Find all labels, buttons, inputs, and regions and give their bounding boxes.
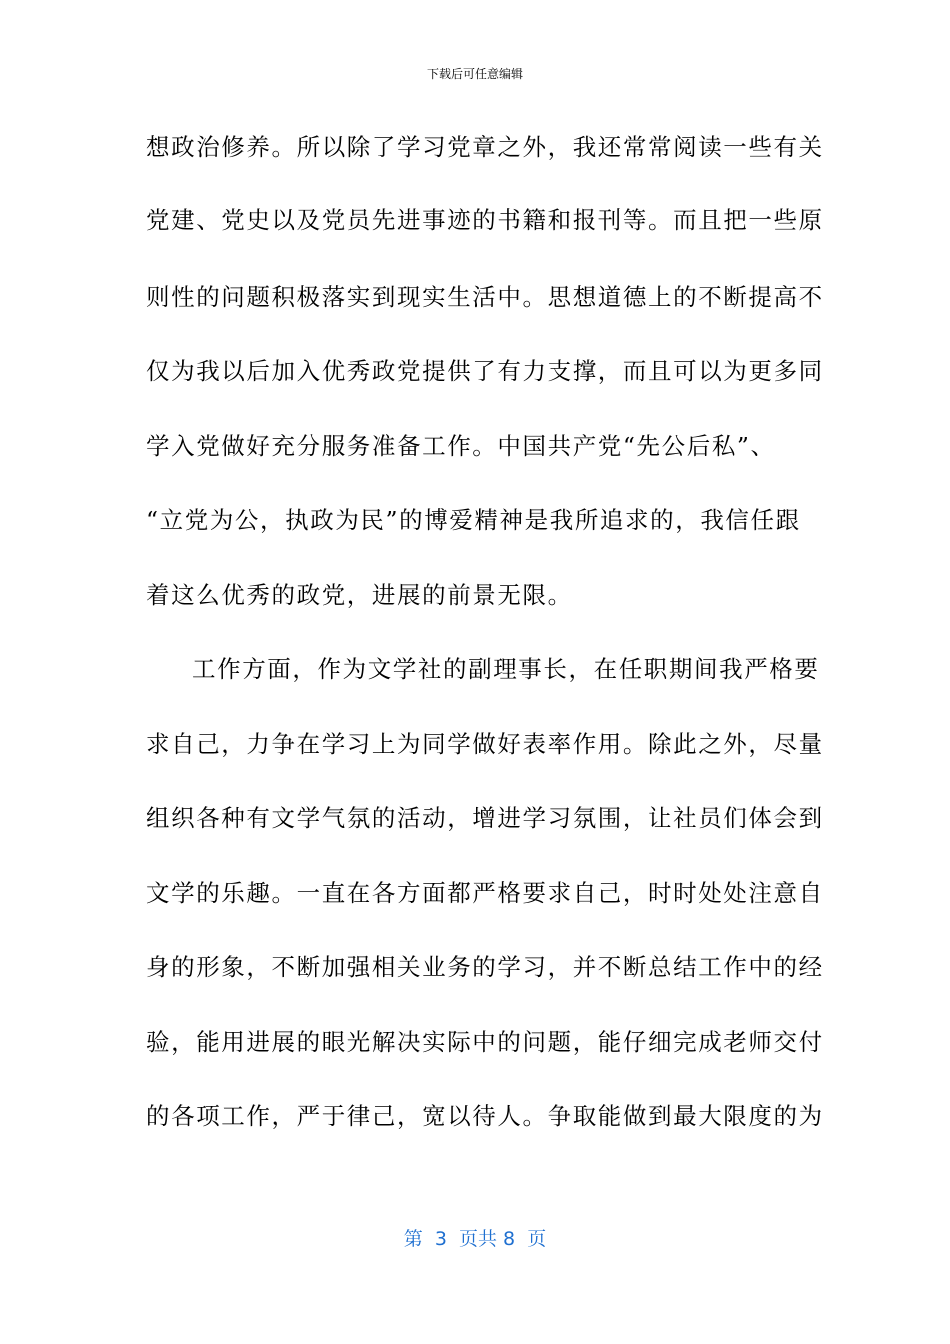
body-line: 学入党做好充分服务准备工作。中国共产党“先公后私”、	[146, 432, 776, 460]
body-line: 则性的问题积极落实到现实生活中。思想道德上的不断提高不	[146, 283, 824, 311]
body-line: “立党为公，执政为民”的博爱精神是我所追求的，我信任跟	[146, 506, 801, 534]
body-line: 着这么优秀的政党，进展的前景无限。	[146, 581, 573, 609]
body-line: 想政治修养。所以除了学习党章之外，我还常常阅读一些有关	[146, 133, 824, 161]
body-line: 求自己，力争在学习上为同学做好表率作用。除此之外，尽量	[146, 730, 824, 758]
page-header-note: 下载后可任意编辑	[426, 67, 523, 81]
body-line: 仅为我以后加入优秀政党提供了有力支撑，而且可以为更多同	[146, 357, 824, 385]
body-line: 身的形象，不断加强相关业务的学习，并不断总结工作中的经	[146, 953, 824, 981]
page-number-footer: 第 3 页共 8 页	[403, 1228, 547, 1250]
body-line: 的各项工作，严于律己，宽以待人。争取能做到最大限度的为	[146, 1102, 824, 1130]
body-line: 组织各种有文学气氛的活动，增进学习氛围，让社员们体会到	[146, 804, 824, 832]
body-line: 验，能用进展的眼光解决实际中的问题，能仔细完成老师交付	[146, 1028, 824, 1056]
body-line: 文学的乐趣。一直在各方面都严格要求自己，时时处处注意自	[146, 879, 824, 907]
paragraph-first-line: 工作方面，作为文学社的副理事长，在任职期间我严格要	[192, 655, 820, 683]
body-line: 党建、党史以及党员先进事迹的书籍和报刊等。而且把一些原	[146, 206, 824, 234]
